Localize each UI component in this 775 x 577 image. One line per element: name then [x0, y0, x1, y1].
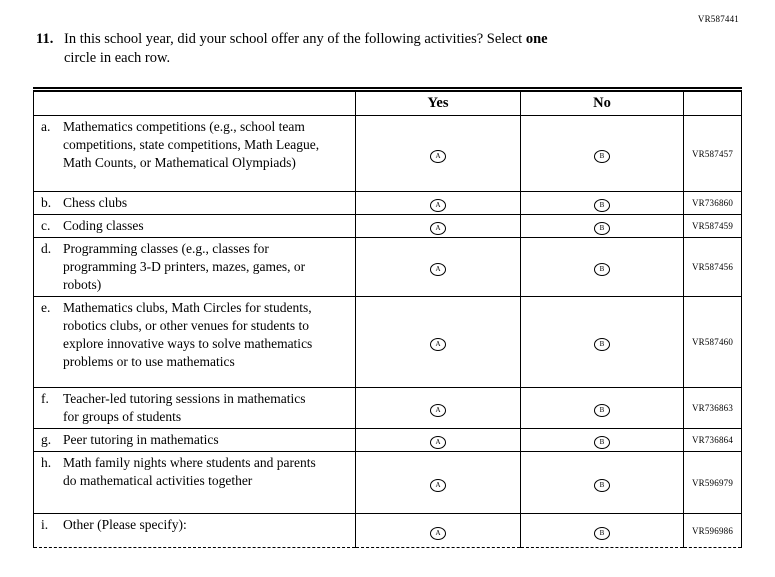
row-letter: b.: [41, 195, 52, 210]
table-header: [34, 90, 742, 116]
activity-label: [34, 238, 356, 297]
row-code: VR736860: [684, 192, 742, 215]
table-row: [34, 388, 742, 429]
no-answer-bubble[interactable]: B: [594, 527, 610, 540]
no-option-cell: [521, 452, 684, 514]
row-code: VR596979: [684, 452, 742, 514]
no-option-cell: [521, 192, 684, 215]
table-row: [34, 429, 742, 452]
activity-label: [34, 192, 356, 215]
yes-column-header: Yes: [356, 90, 521, 116]
activity-label: [34, 215, 356, 238]
activities-table: [33, 87, 742, 548]
yes-option-cell: [356, 192, 521, 215]
no-option-cell: [521, 514, 684, 548]
row-letter: d.: [41, 241, 52, 256]
yes-answer-bubble[interactable]: A: [430, 263, 446, 276]
yes-option-cell: [356, 514, 521, 548]
row-text: Chess clubs: [63, 195, 128, 210]
form-code: VR587441: [697, 14, 739, 24]
row-letter: f.: [41, 391, 49, 406]
item-column-header: [34, 90, 356, 116]
row-code: VR736864: [684, 429, 742, 452]
table-row: [34, 215, 742, 238]
table-row: [34, 514, 742, 548]
no-answer-bubble[interactable]: B: [594, 479, 610, 492]
yes-option-cell: [356, 388, 521, 429]
table-row: [34, 452, 742, 514]
row-text: Peer tutoring in mathematics: [63, 432, 219, 447]
yes-answer-bubble[interactable]: A: [430, 222, 446, 235]
question-number: 11.: [36, 31, 54, 47]
row-text: Coding classes: [63, 218, 144, 233]
no-option-cell: [521, 388, 684, 429]
yes-answer-bubble[interactable]: A: [430, 404, 446, 417]
table-row: [34, 116, 742, 192]
no-answer-bubble[interactable]: B: [594, 199, 610, 212]
yes-option-cell: [356, 116, 521, 192]
yes-answer-bubble[interactable]: A: [430, 479, 446, 492]
row-text: Teacher-led tutoring sessions in mathematics for groups of students: [63, 391, 306, 424]
no-answer-bubble[interactable]: B: [594, 404, 610, 417]
row-text: Other (Please specify):: [63, 517, 187, 532]
no-answer-bubble[interactable]: B: [594, 338, 610, 351]
yes-option-cell: [356, 429, 521, 452]
row-letter: a.: [41, 119, 51, 134]
row-code: VR587459: [684, 215, 742, 238]
no-column-header: No: [521, 90, 684, 116]
row-text: Mathematics competitions (e.g., school team competitions, state competitions, Math League, Math Counts, or Mathematical Olympiads): [63, 119, 320, 170]
question-block: [36, 30, 735, 68]
table-body: [34, 116, 742, 548]
no-option-cell: [521, 297, 684, 388]
row-code: VR587457: [684, 116, 742, 192]
activity-label: [34, 452, 356, 514]
row-text: Math family nights where students and parents do mathematical activities together: [63, 455, 316, 488]
row-code: VR587460: [684, 297, 742, 388]
no-answer-bubble[interactable]: B: [594, 222, 610, 235]
no-option-cell: [521, 116, 684, 192]
no-option-cell: [521, 215, 684, 238]
question-line1: In this school year, did your school offer any of the following activities? Select: [64, 31, 523, 47]
row-text: Programming classes (e.g., classes for programming 3-D printers, mazes, games, or robots): [63, 241, 306, 292]
row-text: Mathematics clubs, Math Circles for students, robotics clubs, or other venues for students to explore innovative ways to solve mathematics problems or to use mathematics: [63, 300, 313, 369]
row-letter: h.: [41, 455, 52, 470]
row-letter: g.: [41, 432, 52, 447]
row-code: VR587456: [684, 238, 742, 297]
row-letter: c.: [41, 218, 51, 233]
activity-label: [34, 116, 356, 192]
activity-label: [34, 297, 356, 388]
row-letter: e.: [41, 300, 51, 315]
row-code: VR596986: [684, 514, 742, 548]
yes-option-cell: [356, 297, 521, 388]
row-letter: i.: [41, 517, 49, 532]
row-code: VR736863: [684, 388, 742, 429]
table-row: [34, 297, 742, 388]
no-answer-bubble[interactable]: B: [594, 150, 610, 163]
header-row: [34, 90, 742, 116]
code-column-header: [684, 90, 742, 116]
no-answer-bubble[interactable]: B: [594, 263, 610, 276]
question-text: [64, 30, 548, 68]
yes-answer-bubble[interactable]: A: [430, 199, 446, 212]
yes-answer-bubble[interactable]: A: [430, 527, 446, 540]
table-row: [34, 192, 742, 215]
no-answer-bubble[interactable]: B: [594, 436, 610, 449]
activity-label: [34, 514, 356, 548]
activity-label: [34, 388, 356, 429]
yes-option-cell: [356, 452, 521, 514]
question-bold-word: one: [525, 31, 548, 47]
yes-answer-bubble[interactable]: A: [430, 436, 446, 449]
no-option-cell: [521, 238, 684, 297]
table-row: [34, 238, 742, 297]
yes-answer-bubble[interactable]: A: [430, 150, 446, 163]
question-line2: circle in each row.: [64, 50, 171, 66]
no-option-cell: [521, 429, 684, 452]
yes-answer-bubble[interactable]: A: [430, 338, 446, 351]
yes-option-cell: [356, 238, 521, 297]
yes-option-cell: [356, 215, 521, 238]
activity-label: [34, 429, 356, 452]
